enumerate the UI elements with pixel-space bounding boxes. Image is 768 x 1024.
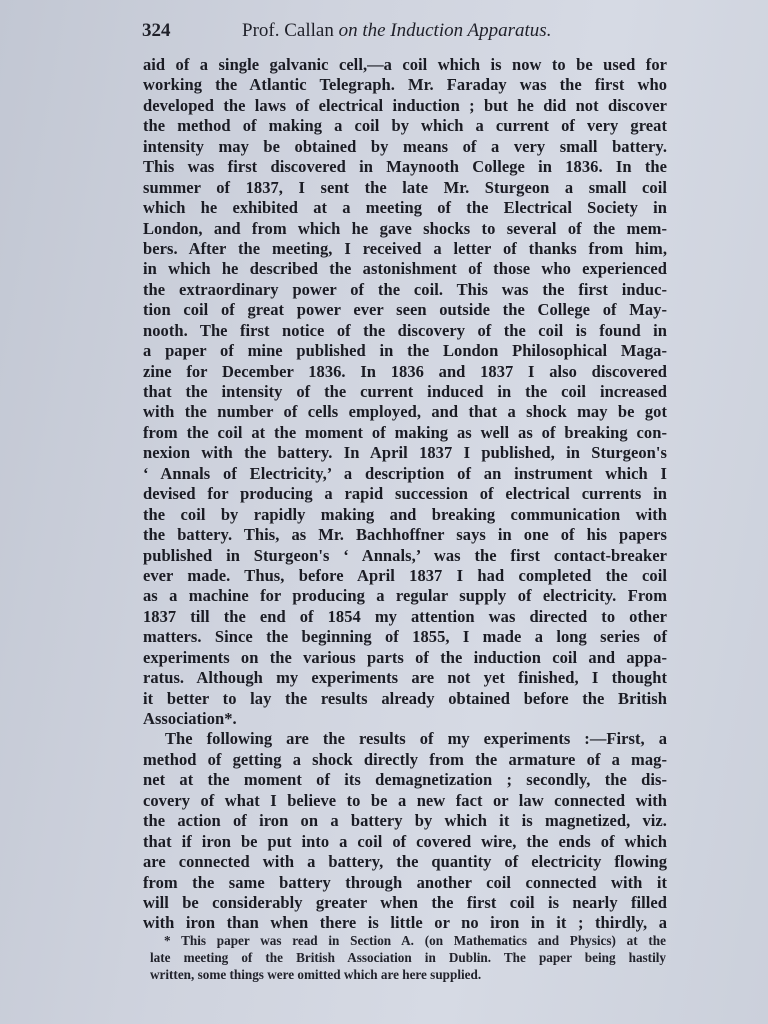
footnote-line: written, some things were omitted which are here supplied. xyxy=(150,967,482,982)
body-line: which he exhibited at a meeting of the Electrical Society in xyxy=(143,198,667,218)
body-line: with iron than when there is little or no iron in it ; thirdly, a xyxy=(143,913,667,933)
body-line: matters. Since the beginning of 1855, I made a long series of xyxy=(143,627,667,647)
body-line: working the Atlantic Telegraph. Mr. Faraday was the first who xyxy=(143,75,667,95)
body-line: method of getting a shock directly from the armature of a mag- xyxy=(143,749,667,769)
body-line: nexion with the battery. In April 1837 I published, in Sturgeon's xyxy=(143,443,667,463)
running-title-italic: on the Induction Apparatus. xyxy=(338,20,552,41)
body-line: ratus. Although my experiments are not yet finished, I thought xyxy=(143,668,667,688)
running-title xyxy=(242,20,551,42)
body-line: the method of making a coil by which a current of very great xyxy=(143,116,667,136)
body-line: the extraordinary power of the coil. This was the first induc- xyxy=(143,279,667,299)
body-line: nooth. The first notice of the discovery of the coil is found in xyxy=(143,320,667,340)
body-line: as a machine for producing a regular supply of electricity. From xyxy=(143,586,667,606)
body-line: ‘ Annals of Electricity,’ a description of an instrument which I xyxy=(143,463,667,483)
body-line: published in Sturgeon's ‘ Annals,’ was the first contact-breaker xyxy=(143,545,667,565)
running-header xyxy=(142,20,662,46)
body-line: the action of iron on a battery by which it is magnetized, viz. xyxy=(143,811,667,831)
body-text xyxy=(143,55,667,934)
body-line: the coil by rapidly making and breaking communication with xyxy=(143,504,667,524)
body-line: intensity may be obtained by means of a very small battery. xyxy=(143,136,667,156)
body-line: aid of a single galvanic cell,—a coil which is now to be used for xyxy=(143,55,667,74)
body-line: in which he described the astonishment of those who experienced xyxy=(143,259,667,279)
body-line: that if iron be put into a coil of covered wire, the ends of which xyxy=(143,831,667,851)
body-line: zine for December 1836. In 1836 and 1837 I also discovered xyxy=(143,361,667,381)
body-line: devised for producing a rapid succession of electrical currents in xyxy=(143,484,667,504)
body-line: covery of what I believe to be a new fact or law connected with xyxy=(143,790,667,810)
body-line: with the number of cells employed, and that a shock may be got xyxy=(143,402,667,422)
body-line: that the intensity of the current induced in the coil increased xyxy=(143,382,667,401)
page-number: 324 xyxy=(142,20,171,41)
body-line: London, and from which he gave shocks to several of the mem- xyxy=(143,218,667,238)
body-line: The following are the results of my experiments :—First, a xyxy=(165,729,667,749)
body-line: summer of 1837, I sent the late Mr. Sturgeon a small coil xyxy=(143,177,667,197)
body-line: Association*. xyxy=(143,709,237,728)
body-line: from the same battery through another coil connected with it xyxy=(143,872,667,892)
body-line: bers. After the meeting, I received a letter of thanks from him, xyxy=(143,238,667,258)
body-line: This was first discovered in Maynooth College in 1836. In the xyxy=(143,157,667,177)
body-line: ever made. Thus, before April 1837 I had completed the coil xyxy=(143,565,667,585)
body-line: from the coil at the moment of making as well as of breaking con- xyxy=(143,422,667,442)
running-title-author: Prof. Callan xyxy=(242,20,334,41)
body-line: 1837 till the end of 1854 my attention was directed to other xyxy=(143,606,667,626)
body-line: will be considerably greater when the first coil is nearly filled xyxy=(143,892,667,912)
body-line: experiments on the various parts of the induction coil and appa- xyxy=(143,647,667,667)
body-line: net at the moment of its demagnetization ; secondly, the dis- xyxy=(143,770,667,790)
body-line: the battery. This, as Mr. Bachhoffner says in one of his papers xyxy=(143,525,667,545)
body-line: are connected with a battery, the quantity of electricity flowing xyxy=(143,852,667,872)
body-line: it better to lay the results already obtained before the British xyxy=(143,688,667,708)
footnote-line: * This paper was read in Section A. (on Mathematics and Physics) at the xyxy=(164,933,666,948)
body-line: developed the laws of electrical induction ; but he did not discover xyxy=(143,95,667,115)
footnote-line: late meeting of the British Association in Dublin. The paper being hastily xyxy=(150,950,666,965)
body-line: tion coil of great power ever seen outside the College of May- xyxy=(143,300,667,320)
body-line: a paper of mine published in the London Philosophical Maga- xyxy=(143,341,667,361)
footnote xyxy=(150,932,666,983)
